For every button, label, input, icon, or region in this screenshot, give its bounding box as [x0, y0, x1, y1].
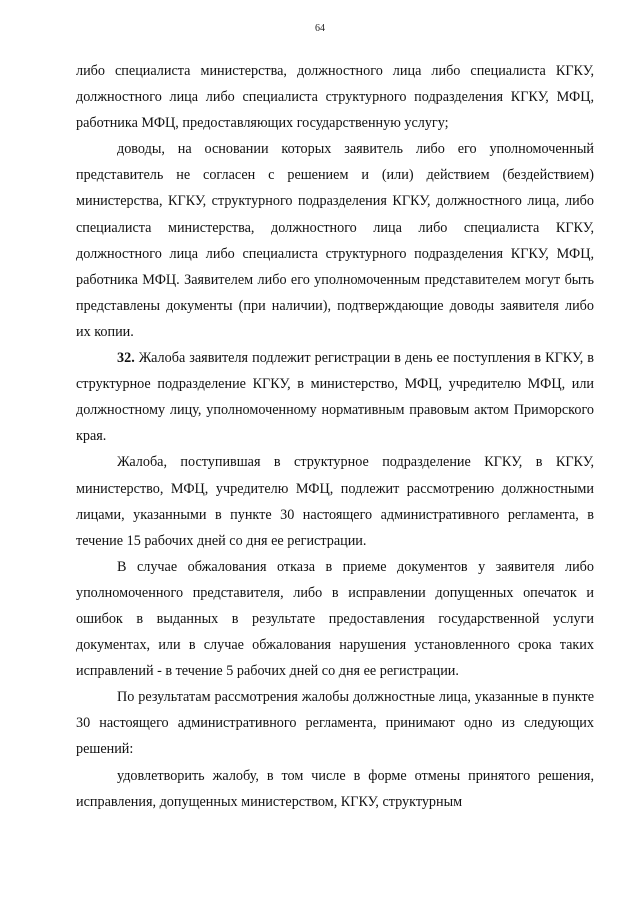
page-number: 64 — [315, 23, 325, 34]
clause-number: 32. — [117, 350, 135, 367]
paragraph-5-text: В случае обжалования отказа в приеме документов у заявителя либо уполномоченного представителя, либо в исправлении допущенных опечаток и ошибок в выданных в результате предоставления государственной услуги документах, или в случае обжалования нарушения установленного срока таких исправлений - в течение 5 рабочих дней со дня ее регистрации. — [76, 558, 594, 680]
paragraph-3 — [76, 345, 594, 449]
paragraph-7-text: удовлетворить жалобу, в том числе в форме отмены принятого решения, исправления, допущенных министерством, КГКУ, структурным — [76, 767, 594, 810]
paragraph-3-text: Жалоба заявителя подлежит регистрации в день ее поступления в КГКУ, в структурное подразделение КГКУ, в министерство, МФЦ, учредителю МФЦ, или должностному лицу, уполномоченному нормативным правовым актом Приморского края. — [76, 350, 594, 445]
paragraph-4 — [76, 449, 594, 553]
paragraph-5 — [76, 554, 594, 684]
paragraph-7 — [76, 763, 594, 815]
paragraph-2-text: доводы, на основании которых заявитель либо его уполномоченный представитель не согласен с решением и (или) действием (бездействием) министерства, КГКУ, структурного подразделения КГКУ, должностного лица, либо специалиста министерства, должностного лица либо специалиста КГКУ, должностного лица либо специалиста структурного подразделения КГКУ, МФЦ, работника МФЦ. Заявителем либо его уполномоченным представителем могут быть представлены документы (при наличии), подтверждающие доводы заявителя либо их копии. — [76, 141, 594, 340]
paragraph-4-text: Жалоба, поступившая в структурное подразделение КГКУ, в КГКУ, министерство, МФЦ, учредителю МФЦ, подлежит рассмотрению должностными лицами, указанными в пункте 30 настоящего административного регламента, в течение 15 рабочих дней со дня ее регистрации. — [76, 454, 594, 549]
paragraph-1 — [76, 58, 594, 136]
paragraph-1-text: либо специалиста министерства, должностного лица либо специалиста КГКУ, должностного лица либо специалиста структурного подразделения КГКУ, МФЦ, работника МФЦ, предоставляющих государственную услугу; — [76, 63, 594, 132]
document-body — [76, 58, 594, 815]
paragraph-2 — [76, 136, 594, 345]
paragraph-6-text: По результатам рассмотрения жалобы должностные лица, указанные в пункте 30 настоящего административного регламента, принимают одно из следующих решений: — [76, 689, 594, 758]
paragraph-6 — [76, 684, 594, 762]
